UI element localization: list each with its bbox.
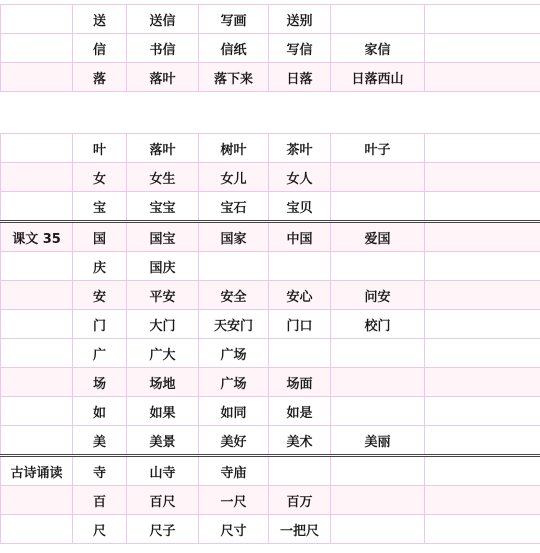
table-row [1, 134, 540, 163]
lesson-label [1, 5, 73, 34]
word-cell: 信纸 [199, 34, 269, 63]
word-cell: 尺子 [127, 515, 199, 544]
word-cell [331, 456, 425, 486]
word-cell [199, 252, 269, 281]
word-cell: 国庆 [127, 252, 199, 281]
word-cell: 女儿 [199, 163, 269, 192]
word-cell: 一把尺 [269, 515, 331, 544]
word-cell [331, 339, 425, 368]
word-cell: 爱国 [331, 222, 425, 252]
word-cell [331, 368, 425, 397]
word-cell: 国家 [199, 222, 269, 252]
word-cell: 百万 [269, 486, 331, 515]
word-cell [425, 192, 540, 222]
table-row [1, 252, 540, 281]
word-cell: 写信 [269, 34, 331, 63]
table-row [1, 456, 540, 486]
word-cell: 送信 [127, 5, 199, 34]
word-cell [425, 63, 540, 92]
table-row [1, 34, 540, 63]
character-cell: 尺 [73, 515, 127, 544]
word-cell [425, 310, 540, 339]
table-row [1, 310, 540, 339]
word-cell [425, 339, 540, 368]
character-cell: 叶 [73, 134, 127, 163]
lesson-label [1, 34, 73, 63]
table-row [1, 222, 540, 252]
lesson-label [1, 310, 73, 339]
word-cell: 日落西山 [331, 63, 425, 92]
word-table-top [0, 4, 540, 92]
word-cell [425, 456, 540, 486]
character-cell: 门 [73, 310, 127, 339]
character-cell: 国 [73, 222, 127, 252]
word-cell [425, 222, 540, 252]
word-cell: 国宝 [127, 222, 199, 252]
lesson-label [1, 281, 73, 310]
character-cell: 女 [73, 163, 127, 192]
lesson-label: 古诗诵读 [1, 456, 73, 486]
word-cell: 女人 [269, 163, 331, 192]
lesson-label [1, 252, 73, 281]
character-cell: 送 [73, 5, 127, 34]
table-row [1, 192, 540, 222]
word-cell [331, 486, 425, 515]
lesson-label: 课文 35 [1, 222, 73, 252]
character-cell: 如 [73, 397, 127, 426]
word-cell: 寺庙 [199, 456, 269, 486]
word-cell: 日落 [269, 63, 331, 92]
word-cell: 送别 [269, 5, 331, 34]
word-cell [269, 456, 331, 486]
word-cell [269, 339, 331, 368]
word-cell [425, 515, 540, 544]
character-cell: 庆 [73, 252, 127, 281]
word-cell: 宝宝 [127, 192, 199, 222]
word-cell: 茶叶 [269, 134, 331, 163]
word-cell: 尺寸 [199, 515, 269, 544]
table-row [1, 63, 540, 92]
table-row [1, 368, 540, 397]
lesson-label [1, 339, 73, 368]
table-row [1, 339, 540, 368]
word-table-main [0, 133, 540, 544]
word-cell [425, 486, 540, 515]
lesson-label [1, 486, 73, 515]
word-cell [331, 515, 425, 544]
word-cell: 天安门 [199, 310, 269, 339]
word-cell: 美好 [199, 426, 269, 456]
word-cell [425, 252, 540, 281]
word-cell: 如果 [127, 397, 199, 426]
word-cell [425, 34, 540, 63]
word-cell [425, 368, 540, 397]
word-cell: 山寺 [127, 456, 199, 486]
character-cell: 百 [73, 486, 127, 515]
word-cell: 家信 [331, 34, 425, 63]
word-cell [331, 192, 425, 222]
word-cell: 宝贝 [269, 192, 331, 222]
word-cell [425, 163, 540, 192]
character-cell: 美 [73, 426, 127, 456]
word-cell [425, 426, 540, 456]
word-cell: 广场 [199, 368, 269, 397]
word-cell: 宝石 [199, 192, 269, 222]
word-cell: 如同 [199, 397, 269, 426]
table-row [1, 486, 540, 515]
word-cell: 广大 [127, 339, 199, 368]
word-cell: 写画 [199, 5, 269, 34]
lesson-label [1, 368, 73, 397]
word-cell: 叶子 [331, 134, 425, 163]
table-row [1, 281, 540, 310]
table-row [1, 397, 540, 426]
word-cell [425, 281, 540, 310]
word-cell [425, 5, 540, 34]
table-row [1, 163, 540, 192]
word-cell: 问安 [331, 281, 425, 310]
word-cell: 大门 [127, 310, 199, 339]
lesson-label [1, 134, 73, 163]
character-cell: 寺 [73, 456, 127, 486]
word-cell [331, 5, 425, 34]
table-row [1, 515, 540, 544]
word-cell: 如是 [269, 397, 331, 426]
word-cell [331, 163, 425, 192]
word-cell [425, 134, 540, 163]
word-cell: 女生 [127, 163, 199, 192]
word-cell: 书信 [127, 34, 199, 63]
word-cell: 安心 [269, 281, 331, 310]
word-cell: 场面 [269, 368, 331, 397]
lesson-label [1, 515, 73, 544]
word-cell [331, 397, 425, 426]
word-cell: 百尺 [127, 486, 199, 515]
lesson-label [1, 63, 73, 92]
word-cell: 中国 [269, 222, 331, 252]
character-cell: 安 [73, 281, 127, 310]
word-cell: 安全 [199, 281, 269, 310]
character-cell: 落 [73, 63, 127, 92]
lesson-label [1, 163, 73, 192]
character-cell: 广 [73, 339, 127, 368]
table-row [1, 426, 540, 456]
lesson-label [1, 426, 73, 456]
word-cell: 场地 [127, 368, 199, 397]
table-row [1, 5, 540, 34]
lesson-label [1, 397, 73, 426]
word-table-main-body [1, 134, 540, 544]
character-cell: 信 [73, 34, 127, 63]
word-cell: 美术 [269, 426, 331, 456]
character-cell: 场 [73, 368, 127, 397]
word-table-top-body [1, 5, 540, 92]
word-cell: 美景 [127, 426, 199, 456]
word-cell: 平安 [127, 281, 199, 310]
word-cell: 一尺 [199, 486, 269, 515]
word-cell: 落叶 [127, 63, 199, 92]
word-cell: 门口 [269, 310, 331, 339]
word-cell: 广场 [199, 339, 269, 368]
word-cell [269, 252, 331, 281]
word-cell [331, 252, 425, 281]
word-cell: 落下来 [199, 63, 269, 92]
word-cell: 落叶 [127, 134, 199, 163]
word-cell: 美丽 [331, 426, 425, 456]
lesson-label [1, 192, 73, 222]
word-cell: 树叶 [199, 134, 269, 163]
word-cell: 校门 [331, 310, 425, 339]
word-cell [425, 397, 540, 426]
character-cell: 宝 [73, 192, 127, 222]
